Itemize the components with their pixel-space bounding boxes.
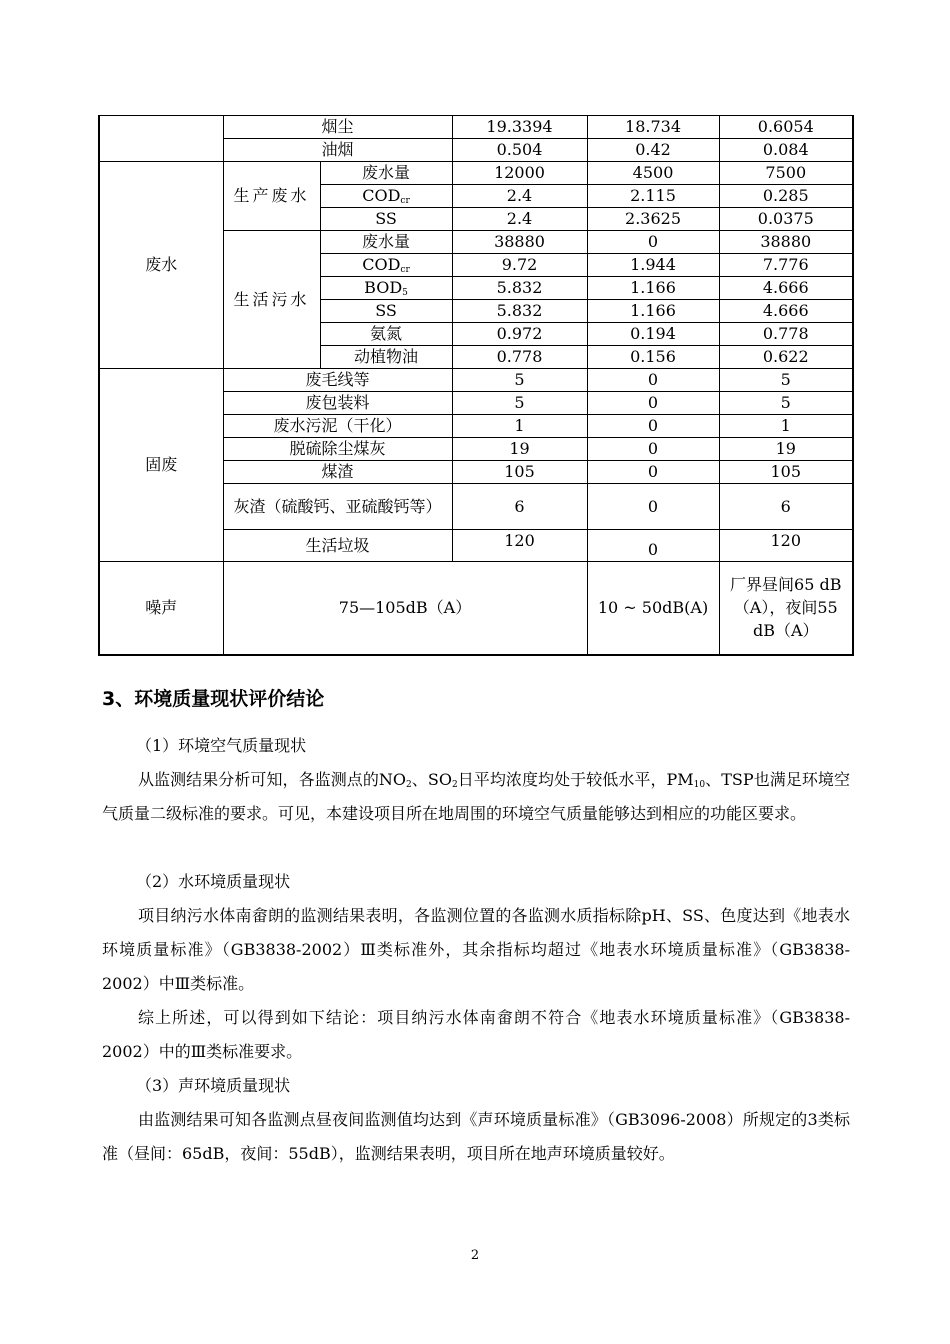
subcategory-cell-domestic: 生活污水 <box>223 231 320 369</box>
item-cell: 废包装料 <box>223 392 452 415</box>
value-cell: 0 <box>587 461 719 484</box>
value-cell: 9.72 <box>452 254 587 277</box>
noise-reduction-cell: 10 ~ 50dB(A) <box>587 562 719 655</box>
value-cell: 6 <box>719 484 853 530</box>
value-cell: 19 <box>719 438 853 461</box>
value-cell: 120 <box>719 530 853 562</box>
value-cell: 18.734 <box>587 116 719 139</box>
value-cell: 4500 <box>587 162 719 185</box>
value-cell: 0 <box>587 415 719 438</box>
item-cell: 油烟 <box>223 139 452 162</box>
value-cell: 1 <box>719 415 853 438</box>
subsection-title-water: （2）水环境质量现状 <box>136 872 291 891</box>
paragraph-water-1: 项目纳污水体南畲朗的监测结果表明，各监测位置的各监测水质指标除pH、SS、色度达到《地表水环境质量标准》（GB3838-2002）Ⅲ类标准外，其余指标均超过《地表水环境质量标准》（GB3838-2002）中Ⅲ类标准。 <box>102 906 850 993</box>
item-cell: $COD_{cr}$ <box>320 254 452 277</box>
category-cell-solid: 固废 <box>99 369 223 562</box>
item-cell: 生活垃圾 <box>223 530 452 562</box>
value-cell: 0.622 <box>719 346 853 369</box>
value-cell: 5 <box>452 392 587 415</box>
value-cell: 0.42 <box>587 139 719 162</box>
value-cell: 0.156 <box>587 346 719 369</box>
table-row <box>99 162 853 185</box>
value-cell: 19.3394 <box>452 116 587 139</box>
value-cell: 0.778 <box>719 323 853 346</box>
paragraph-water-2: 综上所述，可以得到如下结论：项目纳污水体南畲朗不符合《地表水环境质量标准》（GB3838-2002）中的Ⅲ类标准要求。 <box>102 1008 850 1061</box>
value-cell: 0.972 <box>452 323 587 346</box>
value-cell: 7500 <box>719 162 853 185</box>
value-cell: 120 <box>452 530 587 562</box>
category-cell-noise: 噪声 <box>99 562 223 655</box>
value-cell: 2.3625 <box>587 208 719 231</box>
table-row <box>99 562 853 655</box>
value-cell: 19 <box>452 438 587 461</box>
item-cell: 脱硫除尘煤灰 <box>223 438 452 461</box>
value-cell: 38880 <box>719 231 853 254</box>
section-heading: 3、环境质量现状评价结论 <box>102 688 325 710</box>
paragraph-air: 从监测结果分析可知，各监测点的$NO_2$、$SO_2$日平均浓度均处于较低水平，$PM_{10}$、TSP也满足环境空气质量二级标准的要求。可见，本建设项目所在地周围的环境空气质量能够达到相应的功能区要求。 <box>102 770 850 823</box>
value-cell: 0 <box>587 530 719 562</box>
value-cell: 5 <box>452 369 587 392</box>
item-cell: $BOD_5$ <box>320 277 452 300</box>
item-cell: 废水污泥（干化） <box>223 415 452 438</box>
noise-source-cell: 75—105dB（A） <box>223 562 587 655</box>
value-cell: 105 <box>719 461 853 484</box>
value-cell: 5.832 <box>452 300 587 323</box>
value-cell: 7.776 <box>719 254 853 277</box>
item-cell: 废毛线等 <box>223 369 452 392</box>
value-cell: 0.6054 <box>719 116 853 139</box>
item-cell: 动植物油 <box>320 346 452 369</box>
value-cell: 0 <box>587 484 719 530</box>
value-cell: 0 <box>587 392 719 415</box>
value-cell: 0.285 <box>719 185 853 208</box>
value-cell: 105 <box>452 461 587 484</box>
value-cell: 0.778 <box>452 346 587 369</box>
value-cell: 5.832 <box>452 277 587 300</box>
value-cell: 12000 <box>452 162 587 185</box>
value-cell: 5 <box>719 392 853 415</box>
item-cell: SS <box>320 300 452 323</box>
value-cell: 2.4 <box>452 185 587 208</box>
subsection-title-noise: （3）声环境质量现状 <box>136 1076 291 1095</box>
category-cell-air <box>99 116 223 162</box>
value-cell: 6 <box>452 484 587 530</box>
value-cell: 0 <box>587 231 719 254</box>
value-cell: 4.666 <box>719 277 853 300</box>
item-cell: 废水量 <box>320 162 452 185</box>
value-cell: 0.504 <box>452 139 587 162</box>
item-cell: 氨氮 <box>320 323 452 346</box>
value-cell: 1 <box>452 415 587 438</box>
value-cell: 2.115 <box>587 185 719 208</box>
value-cell: 2.4 <box>452 208 587 231</box>
emission-table <box>98 115 854 656</box>
value-cell: 4.666 <box>719 300 853 323</box>
value-cell: 0 <box>587 369 719 392</box>
paragraph-noise: 由监测结果可知各监测点昼夜间监测值均达到《声环境质量标准》（GB3096-2008）所规定的3类标准（昼间：65dB，夜间：55dB），监测结果表明，项目所在地声环境质量较好。 <box>102 1110 850 1163</box>
value-cell: 5 <box>719 369 853 392</box>
category-cell-wastewater: 废水 <box>99 162 223 369</box>
noise-result-cell: 厂界昼间65 dB（A），夜间55 dB（A） <box>719 562 853 655</box>
item-cell: 灰渣（硫酸钙、亚硫酸钙等） <box>223 484 452 530</box>
subsection-title-air: （1）环境空气质量现状 <box>136 736 307 755</box>
page-number: 2 <box>470 1248 480 1263</box>
item-cell: 废水量 <box>320 231 452 254</box>
table-row <box>99 116 853 139</box>
value-cell: 1.166 <box>587 277 719 300</box>
emission-table-wrapper <box>98 115 853 656</box>
value-cell: 0.084 <box>719 139 853 162</box>
item-cell: SS <box>320 208 452 231</box>
value-cell: 0.0375 <box>719 208 853 231</box>
item-cell: $COD_{cr}$ <box>320 185 452 208</box>
value-cell: 38880 <box>452 231 587 254</box>
item-cell: 烟尘 <box>223 116 452 139</box>
subcategory-cell-production: 生产废水 <box>223 162 320 231</box>
table-row <box>99 369 853 392</box>
value-cell: 1.944 <box>587 254 719 277</box>
value-cell: 0.194 <box>587 323 719 346</box>
value-cell: 1.166 <box>587 300 719 323</box>
value-cell: 0 <box>587 438 719 461</box>
item-cell: 煤渣 <box>223 461 452 484</box>
